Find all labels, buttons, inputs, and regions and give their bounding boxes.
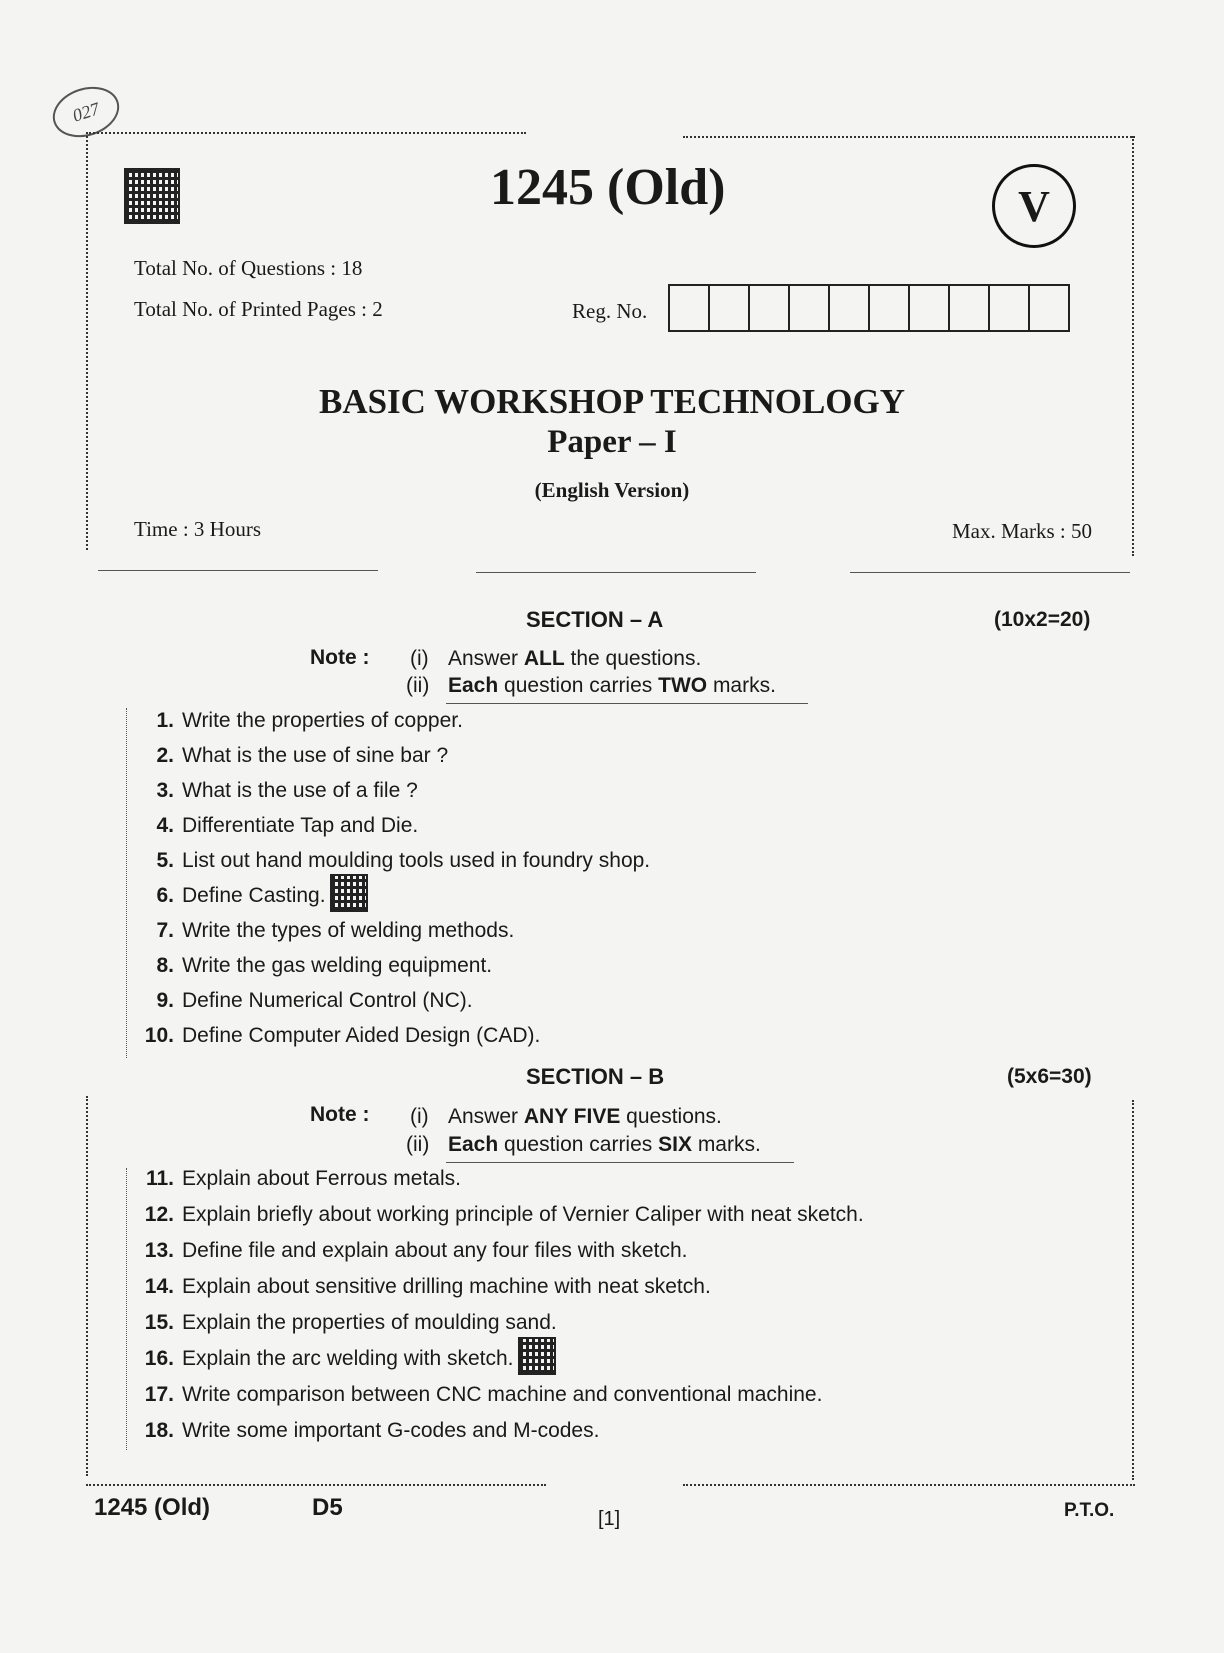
version-badge-letter: V [1018,181,1050,231]
section-a-note-2 [406,674,776,698]
question-item [140,779,418,803]
question-text: Define Casting. [182,884,326,907]
inline-qr-code [518,1337,556,1375]
footer-paper-code: 1245 (Old) [94,1494,211,1521]
reg-no-cell[interactable] [1030,286,1068,330]
question-text: Write the gas welding equipment. [182,954,493,977]
footer-pto: P.T.O. [1064,1500,1115,1521]
question-text: Explain the arc welding with sketch. [182,1347,514,1370]
reg-no-cell[interactable] [870,286,910,330]
note-text: Answer [448,1105,524,1128]
question-item [140,1203,864,1227]
reg-no-cell[interactable] [910,286,950,330]
note-numeral: (ii) [406,674,430,697]
left-border-top [86,132,90,550]
question-number: 16. [144,1347,174,1370]
version-badge [992,164,1076,248]
question-item [140,1311,557,1335]
section-b-marks: (5x6=30) [1007,1065,1092,1088]
exam-duration: Time : 3 Hours [134,517,261,541]
total-pages: Total No. of Printed Pages : 2 [134,297,383,321]
section-a-note-label: Note : [310,646,370,669]
reg-no-cell[interactable] [790,286,830,330]
question-item [140,1383,822,1407]
note-text: marks. [707,674,776,697]
note-emphasis: ALL [523,647,565,670]
question-item [140,989,473,1013]
note-text: Answer [448,647,524,670]
section-b-note-2 [406,1133,761,1157]
question-text: List out hand moulding tools used in foundry shop. [182,849,651,872]
section-a-note-1 [410,647,701,671]
question-item [140,1167,461,1191]
question-number: 8. [156,954,174,977]
question-number: 13. [144,1239,174,1262]
footer-series: D5 [312,1494,343,1521]
question-number: 17. [144,1383,174,1406]
left-border-bottom [86,1096,90,1476]
note-numeral: (ii) [406,1133,430,1156]
question-item [140,814,418,838]
reg-no-boxes[interactable] [668,284,1070,332]
section-a-left-bar [126,708,127,1058]
section-a-note-underline [446,703,808,704]
question-item [140,709,463,733]
bottom-border-left [86,1484,546,1488]
question-item [140,1347,556,1385]
question-text: Define Computer Aided Design (CAD). [182,1024,541,1047]
note-emphasis: Each [448,674,499,697]
question-item [140,1275,711,1299]
question-text: Write the types of welding methods. [182,919,515,942]
reg-no-cell[interactable] [950,286,990,330]
language-version: (English Version) [534,478,690,502]
section-a-heading: SECTION – A [526,607,664,632]
right-border-bottom [1132,1100,1136,1480]
question-item [140,919,514,943]
question-number: 7. [156,919,174,942]
reg-no-cell[interactable] [750,286,790,330]
question-text: Explain briefly about working principle of Vernier Caliper with neat sketch. [182,1203,864,1226]
section-b-note-label: Note : [310,1103,370,1126]
question-text: Write the properties of copper. [182,709,463,732]
question-number: 15. [144,1311,174,1334]
note-text: question carries [498,674,659,697]
total-questions: Total No. of Questions : 18 [134,256,363,280]
question-number: 4. [156,814,174,837]
question-number: 1. [156,709,174,732]
note-numeral: (i) [410,1105,429,1128]
question-item [140,744,448,768]
question-item [140,884,368,922]
question-number: 12. [144,1203,174,1226]
question-text: Differentiate Tap and Die. [182,814,419,837]
note-text: the questions. [564,647,702,670]
question-number: 3. [156,779,174,802]
question-text: Write comparison between CNC machine and conventional machine. [182,1383,823,1406]
footer-page-number: [1] [598,1508,621,1530]
max-marks: Max. Marks : 50 [952,519,1092,543]
question-item [140,849,650,873]
question-item [140,954,492,978]
note-numeral: (i) [410,647,429,670]
reg-no-cell[interactable] [990,286,1030,330]
header-divider-right [850,572,1130,573]
question-text: Define Numerical Control (NC). [182,989,473,1012]
note-emphasis: Each [448,1133,499,1156]
note-emphasis: TWO [658,674,708,697]
question-number: 18. [144,1419,174,1442]
question-number: 14. [144,1275,174,1298]
question-text: Explain about sensitive drilling machine with neat sketch. [182,1275,711,1298]
question-text: Define file and explain about any four files with sketch. [182,1239,688,1262]
reg-no-cell[interactable] [670,286,710,330]
qr-code [124,168,180,224]
question-text: Explain the properties of moulding sand. [182,1311,557,1334]
question-text: What is the use of sine bar ? [182,744,449,767]
question-text: Write some important G-codes and M-codes. [182,1419,600,1442]
section-b-left-bar [126,1168,127,1450]
paper-code: 1245 (Old) [490,159,726,216]
question-item [140,1239,687,1263]
inline-qr-code [330,874,368,912]
note-emphasis: SIX [658,1133,692,1156]
question-text: What is the use of a file ? [182,779,418,802]
question-number: 11. [145,1167,174,1190]
subject-title: BASIC WORKSHOP TECHNOLOGY [318,382,906,421]
section-b-heading: SECTION – B [526,1064,665,1089]
note-text: questions. [620,1105,722,1128]
question-number: 5. [156,849,174,872]
question-number: 6. [156,884,174,907]
question-number: 2. [156,744,174,767]
header-divider-mid [476,572,756,573]
question-text: Explain about Ferrous metals. [182,1167,461,1190]
section-a-marks: (10x2=20) [994,608,1091,631]
section-b-note-1 [410,1105,722,1129]
bottom-border-right [683,1484,1135,1488]
top-border-left [86,132,526,136]
question-item [140,1419,599,1443]
paper-number: Paper – I [547,424,677,460]
right-border-top [1132,136,1136,556]
note-text: question carries [498,1133,659,1156]
question-number: 10. [144,1024,174,1047]
question-number: 9. [156,989,174,1012]
handwritten-mark-text: 027 [69,97,102,126]
reg-no-cell[interactable] [710,286,750,330]
note-emphasis: ANY FIVE [523,1105,621,1128]
reg-no-cell[interactable] [830,286,870,330]
header-divider-left [98,570,378,571]
top-border-right [683,136,1135,140]
note-text: marks. [691,1133,761,1156]
reg-no-label: Reg. No. [572,299,648,323]
question-item [140,1024,540,1048]
section-b-note-underline [446,1162,794,1163]
